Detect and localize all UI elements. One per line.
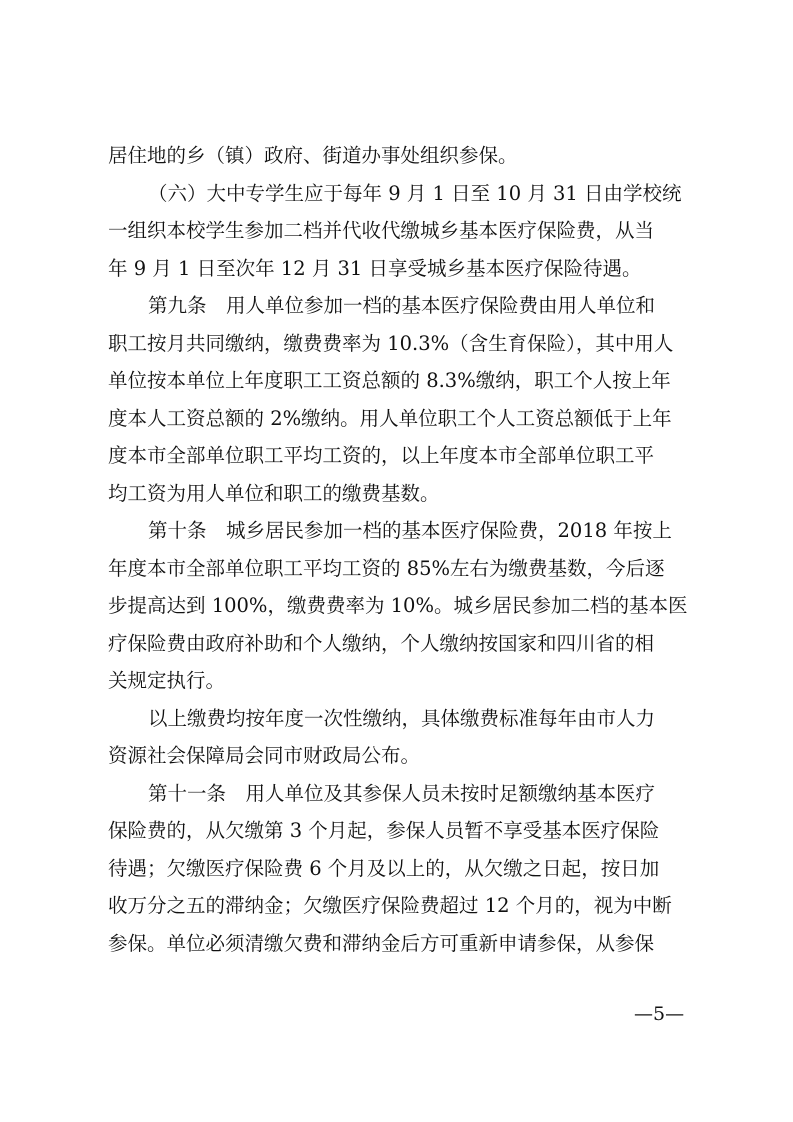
text-line-17: 资源社会保障局会同市财政局公布。: [108, 744, 421, 767]
text-line-14: 疗保险费由政府补助和个人缴纳，个人缴纳按国家和四川省的相: [108, 631, 655, 655]
text-line-19: 保险费的，从欠缴第 3 个月起，参保人员暂不享受基本医疗保险: [108, 819, 660, 842]
text-line-1: 居住地的乡（镇）政府、街道办事处组织参保。: [108, 144, 518, 167]
text-line-10: 均工资为用人单位和职工的缴费基数。: [108, 481, 440, 505]
text-line-8: 度本人工资总额的 2%缴纳。用人单位职工个人工资总额低于上年: [108, 406, 672, 430]
text-line-2: （六）大中专学生应于每年 9 月 1 日至 10 月 31 日由学校统: [148, 181, 682, 205]
text-line-6: 职工按月共同缴纳，缴费费率为 10.3%（含生育保险），其中用人: [108, 331, 674, 355]
text-line-7: 单位按本单位上年度职工工资总额的 8.3%缴纳，职工个人按上年: [108, 369, 671, 392]
text-line-16: 以上缴费均按年度一次性缴纳，具体缴费标准每年由市人力: [148, 706, 656, 730]
text-line-15: 关规定执行。: [108, 669, 226, 692]
text-line-20: 待遇；欠缴医疗保险费 6 个月及以上的，从欠缴之日起，按日加: [108, 856, 660, 880]
text-line-9: 度本市全部单位职工平均工资的，以上年度本市全部单位职工平: [108, 444, 655, 467]
text-line-22: 参保。单位必须清缴欠费和滞纳金后方可重新申请参保，从参保: [108, 931, 655, 955]
text-line-3: 一组织本校学生参加二档并代收代缴城乡基本医疗保险费，从当: [108, 219, 655, 242]
body-text: [108, 137, 708, 962]
text-line-11: 第十条 城乡居民参加一档的基本医疗保险费，2018 年按上: [148, 519, 672, 542]
page-number: —5—: [634, 1003, 685, 1025]
text-line-21: 收万分之五的滞纳金；欠缴医疗保险费超过 12 个月的，视为中断: [108, 894, 672, 917]
text-line-18: 第十一条 用人单位及其参保人员未按时足额缴纳基本医疗: [148, 781, 656, 805]
text-line-4: 年 9 月 1 日至次年 12 月 31 日享受城乡基本医疗保险待遇。: [108, 256, 642, 280]
text-line-5: 第九条 用人单位参加一档的基本医疗保险费由用人单位和: [148, 294, 656, 317]
text-line-12: 年度本市全部单位职工平均工资的 85%左右为缴费基数，今后逐: [108, 556, 665, 580]
text-line-13: 步提高达到 100%，缴费费率为 10%。城乡居民参加二档的基本医: [108, 594, 688, 617]
